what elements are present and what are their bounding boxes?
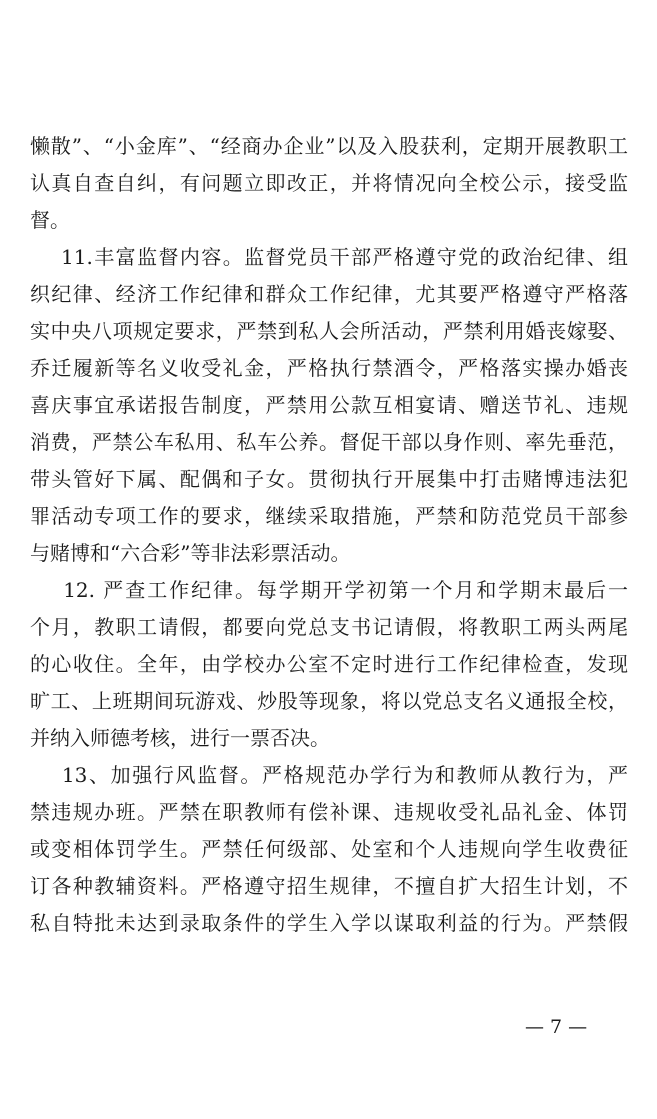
text-line: 的心收住。全年，由学校办公室不定时进行工作纪律检查，发现: [30, 652, 628, 676]
text-line: 11.丰富监督内容。监督党员干部严格遵守党的政治纪律、组: [30, 245, 628, 269]
text-line: 乔迁履新等名义收受礼金，严格执行禁酒令，严格落实操办婚丧: [30, 356, 628, 380]
page-number: — 7 —: [525, 1016, 588, 1038]
text-line: 并纳入师德考核，进行一票否决。: [30, 726, 330, 750]
text-line: 或变相体罚学生。严禁任何级部、处室和个人违规向学生收费征: [30, 837, 628, 861]
text-line: 实中央八项规定要求，严禁到私人会所活动，严禁利用婚丧嫁娶、: [30, 319, 628, 343]
text-line: 与赌博和“六合彩”等非法彩票活动。: [30, 541, 351, 565]
text-line: 消费，严禁公车私用、私车公养。督促干部以身作则、率先垂范，: [30, 430, 628, 454]
text-line: 织纪律、经济工作纪律和群众工作纪律，尤其要严格遵守严格落: [30, 282, 628, 306]
text-line: 私自特批未达到录取条件的学生入学以谋取利益的行为。严禁假: [30, 911, 628, 935]
text-line: 带头管好下属、配偶和子女。贯彻执行开展集中打击赌博违法犯: [30, 467, 628, 491]
text-line: 懒散”、“小金库”、“经商办企业”以及入股获利，定期开展教职工: [30, 134, 628, 158]
text-line: 认真自查自纠，有问题立即改正，并将情况向全校公示，接受监: [30, 171, 628, 195]
text-line: 罪活动专项工作的要求，继续采取措施，严禁和防范党员干部参: [30, 504, 628, 528]
text-line: 12. 严查工作纪律。每学期开学初第一个月和学期末最后一: [30, 578, 628, 602]
body-text: [30, 128, 628, 942]
text-line: 13、加强行风监督。严格规范办学行为和教师从教行为，严: [30, 763, 628, 787]
text-line: 禁违规办班。严禁在职教师有偿补课、违规收受礼品礼金、体罚: [30, 800, 628, 824]
text-line: 旷工、上班期间玩游戏、炒股等现象，将以党总支名义通报全校，: [30, 689, 628, 713]
text-line: 订各种教辅资料。严格遵守招生规律，不擅自扩大招生计划，不: [30, 874, 628, 898]
text-line: 个月，教职工请假，都要向党总支书记请假，将教职工两头两尾: [30, 615, 628, 639]
text-line: 喜庆事宜承诺报告制度，严禁用公款互相宴请、赠送节礼、违规: [30, 393, 628, 417]
text-line: 督。: [30, 208, 70, 232]
